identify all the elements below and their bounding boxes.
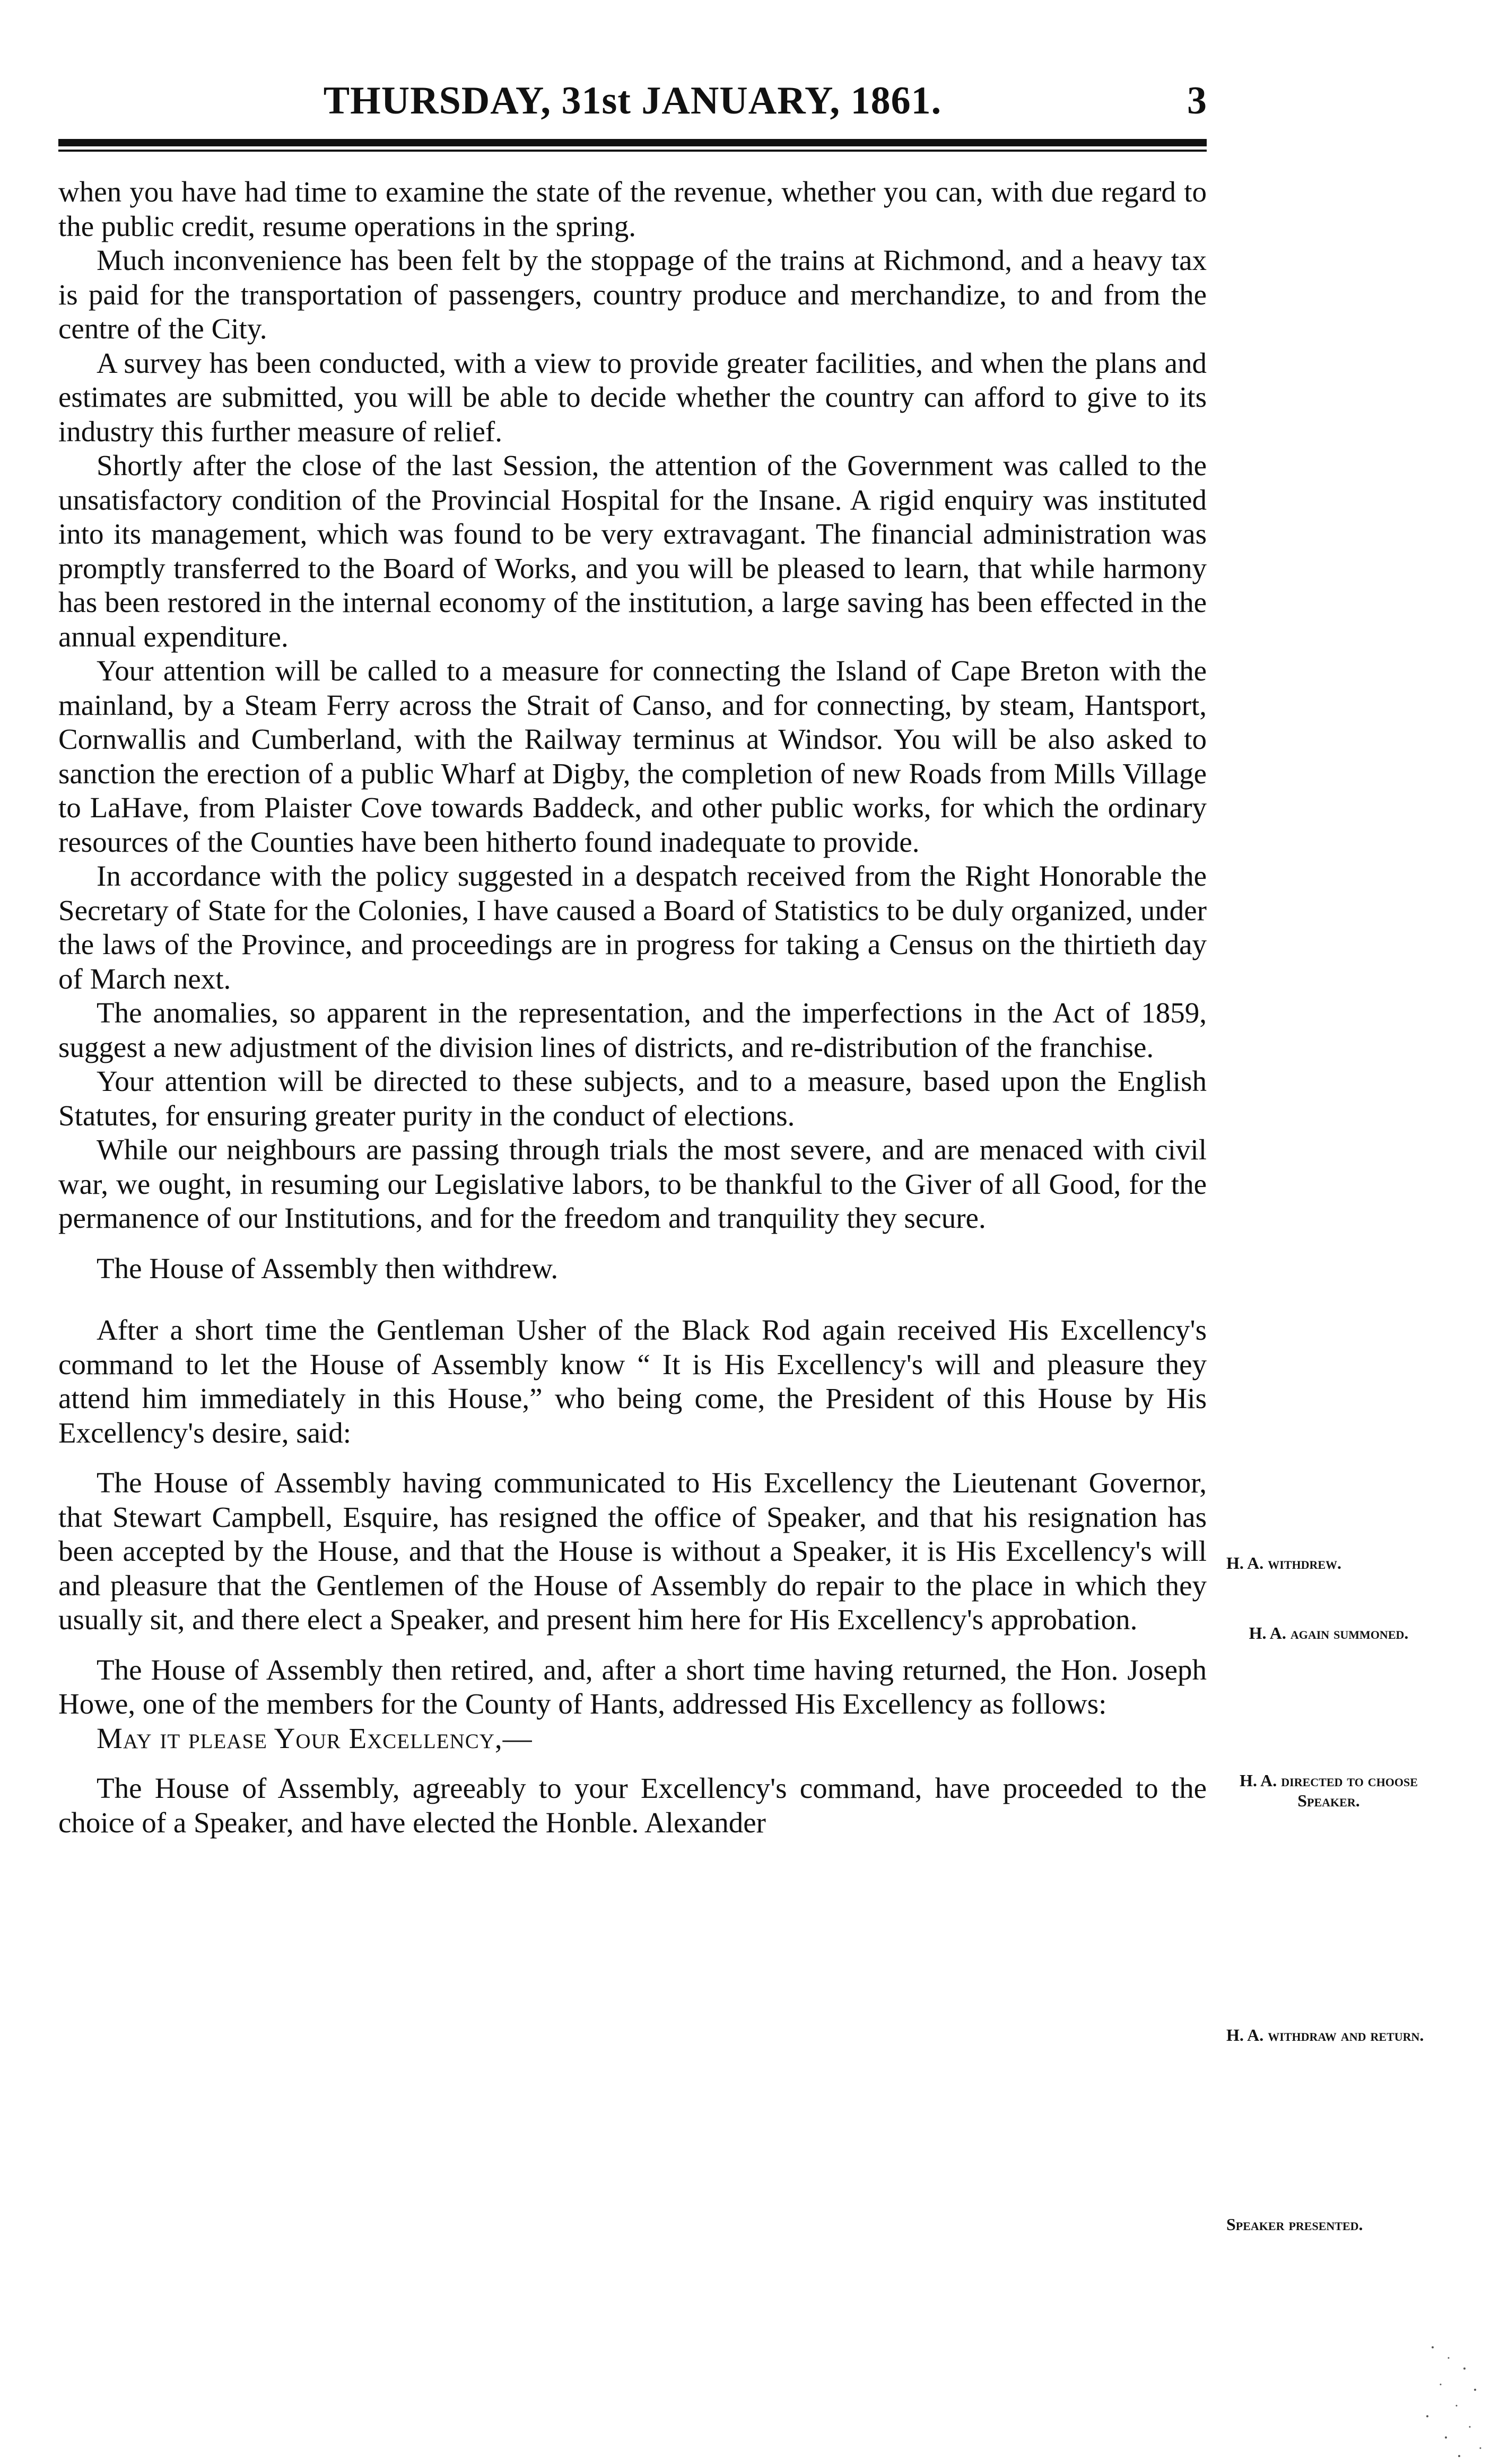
header-rule-thick <box>58 139 1207 146</box>
paragraph-black-rod: After a short time the Gentleman Usher of the Black Rod again received His Excellency's command to let the House of Assembly know “ It is His Excellency's will and pleasure they attend him immediately in this House,” who being come, the President of this House by His Excellency's desire, said: <box>58 1314 1207 1449</box>
paper-speckle-decoration <box>1411 2326 1491 2464</box>
margin-note-withdraw-return: H. A. withdraw and return. <box>1226 2025 1424 2044</box>
paragraph-house-withdrew: The House of Assembly then withdrew. <box>97 1252 559 1285</box>
paragraph-provincial-hospital: Shortly after the close of the last Session, the attention of the Government was called to the unsatisfactory condition of the Provincial Hospital for the Insane. A rigid enquiry was instituted into its management, which was found to be very extravagant. The financial administration was promptly transferred to the Board of Works, and you will be pleased to learn, that while harmony has been restored in the internal economy of the institution, a large saving has been effected in the annual expenditure. <box>58 449 1207 653</box>
paragraph-survey: A survey has been conducted, with a view to provide greater facilities, and when the plans and estimates are submitted, you will be able to decide whether the country can afford to give to its industry this further measure of relief. <box>58 346 1207 448</box>
paragraph-joseph-howe: The House of Assembly then retired, and, after a short time having returned, the Hon. Joseph Howe, one of the members for the County of Hants, addressed His Excellency as follows: <box>58 1653 1207 1720</box>
margin-note-choose-speaker: H. A. directed to choose Speaker. <box>1240 1771 1418 1810</box>
margin-note-speaker-presented: Speaker presented. <box>1226 2215 1363 2234</box>
paragraph-board-of-statistics: In accordance with the policy suggested in a despatch received from the Right Honorable the Secretary of State for the Colonies, I have caused a Board of Statistics to be duly organized, under the laws of the Province, and proceedings are in progress for taking a Census on the thirtieth day of March next. <box>58 860 1207 995</box>
body-text <box>58 175 1207 1840</box>
paragraph-neighbours: While our neighbours are passing through trials the most severe, and are menaced with civil war, we ought, in resuming our Legislative labors, to be thankful to the Giver of all Good, for the permanence of our Institutions, and for the freedom and tranquility they secure. <box>58 1133 1207 1234</box>
paragraph-choose-speaker: The House of Assembly having communicated to His Excellency the Lieutenant Governor, that Stewart Campbell, Esquire, has resigned the office of Speaker, and that his resignation has been accepted by the House, and that the House is without a Speaker, it is His Excellency's will and pleasure that the Gentlemen of the House of Assembly do repair to the place in which they usually sit, and there elect a Speaker, and present him here for His Excellency's approbation. <box>58 1466 1207 1636</box>
header-rule-thin <box>58 150 1207 152</box>
page-number: 3 <box>1187 79 1207 123</box>
paragraph-elections: Your attention will be directed to these subjects, and to a measure, based upon the English Statutes, for ensuring greater purity in the conduct of elections. <box>58 1065 1207 1132</box>
paragraph-revenue: when you have had time to examine the state of the revenue, whether you can, with due regard to the public credit, resume operations in the spring. <box>58 176 1207 242</box>
address-salutation: May it please Your Excellency,— <box>97 1722 533 1754</box>
paragraph-speaker-elected: The House of Assembly, agreeably to your Excellency's command, have proceeded to the choice of a Speaker, and have elected the Honble. Alexander <box>58 1772 1207 1839</box>
margin-note-summoned: H. A. again summoned. <box>1249 1623 1409 1642</box>
page-header <box>58 78 1207 137</box>
page-title: THURSDAY, 31st JANUARY, 1861. <box>323 79 942 123</box>
paragraph-cape-breton-ferry: Your attention will be called to a measure for connecting the Island of Cape Breton with the mainland, by a Steam Ferry across the Strait of Canso, and for connecting, by steam, Hantsport, Cornwallis and Cumberland, with the Railway terminus at Windsor. You will be also asked to sanction the erection of a public Wharf at Digby, the completion of new Roads from Mills Village to LaHave, from Plaister Cove towards Baddeck, and other public works, for which the ordinary resources of the Counties have been hitherto found inadequate to provide. <box>58 654 1207 858</box>
paragraph-richmond-trains: Much inconvenience has been felt by the stoppage of the trains at Richmond, and a heavy tax is paid for the transportation of passengers, country produce and merchandize, to and from the centre of the City. <box>58 244 1207 345</box>
paragraph-representation: The anomalies, so apparent in the representation, and the imperfections in the Act of 1859, suggest a new adjustment of the division lines of districts, and re-distribution of the franchise. <box>58 997 1207 1063</box>
margin-note-withdrew: H. A. withdrew. <box>1226 1553 1342 1572</box>
